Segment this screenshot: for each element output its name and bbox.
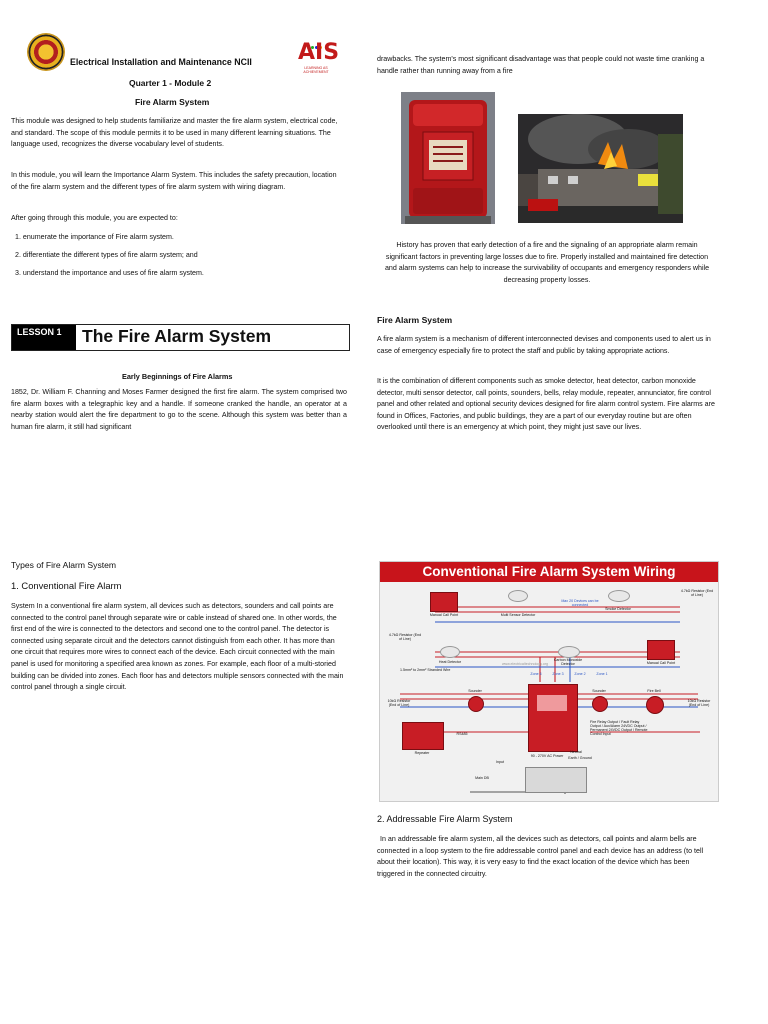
eol-left2-label: 10kΩ Resistor (End of Line) bbox=[387, 699, 411, 707]
drawbacks-continuation: drawbacks. The system's most significant disadvantage was that people could not waste time cranking a handle rather than running away from a fire bbox=[377, 55, 705, 75]
diagram-title: Conventional Fire Alarm System Wiring bbox=[380, 562, 718, 582]
fire-bell-label: Fire Bell bbox=[647, 689, 661, 693]
manual-call-point-left-label: Manual Call Point bbox=[429, 613, 459, 617]
co-detector-label: Carbon Monoxide Detector bbox=[553, 658, 583, 666]
neutral-label: Neutral bbox=[570, 750, 582, 754]
lesson-banner bbox=[11, 324, 350, 351]
multi-sensor-label: Multi Sensor Detector bbox=[500, 613, 536, 617]
max-devices-label: Max 20 Devices can be connected bbox=[561, 599, 599, 607]
ais-logo bbox=[296, 38, 340, 74]
fas-paragraph-1: A fire alarm system is a mechanism of different interconnected devises and components used to alert us in case of emergency especially fire to protect the staff and public by taking appropriate actions. bbox=[377, 335, 711, 355]
fire-control-panel bbox=[528, 684, 578, 752]
eol-left-label: 4.7kΩ Resistor (End of Line) bbox=[388, 633, 422, 641]
ais-logo-subtext: LEARNING AS ACHIEVEMENT bbox=[303, 66, 329, 74]
intro-paragraph-2: In this module, you will learn the Importance Alarm System. This includes the safety precaution, location of the fire alarm system and the different types of fire alarm system with wiring diagram. bbox=[11, 171, 337, 191]
fire-bell-icon bbox=[646, 696, 664, 714]
earth-label: Earth / Ground bbox=[568, 756, 592, 760]
conventional-paragraph: System In a conventional fire alarm system, all devices such as detectors, sounders and call points are connected to the control panel through separate wire or cable instead of shared one. In other words, the first end of the wire is connected to the detectors and second one to the control panel. The detector is connected using separate circuit and the detectors cannot distinguish from each other. It has more than one circuit that requires more wires to connect each of the device. Each circuit connected with the main panel is used for monitoring a specified area known as zones. For example, each floor of a multi-storied building can be divided into zones. Each floor has and detectors multiple sensors connected with the main control panel through a single circuit. bbox=[11, 602, 344, 692]
module-title: Fire Alarm System bbox=[135, 97, 210, 107]
objective-item-3: 3. understand the importance and uses of fire alarm system. bbox=[15, 269, 204, 277]
conventional-heading: 1. Conventional Fire Alarm bbox=[11, 580, 122, 591]
control-panel-display bbox=[537, 695, 567, 711]
sounder-left-label: Sounder bbox=[468, 689, 482, 693]
quarter-module: Quarter 1 - Module 2 bbox=[129, 78, 212, 88]
school-seal-logo bbox=[27, 33, 65, 71]
burning-building-photo bbox=[518, 114, 683, 223]
main-db-label: Main DB bbox=[475, 776, 489, 780]
objective-item-2: 2. differentiate the different types of fire alarm system; and bbox=[15, 251, 198, 259]
input-label: Input bbox=[496, 760, 504, 764]
intro-paragraph-1: This module was designed to help students familiarize and master the fire alarm system, electrical code, and standard. The scope of this module permits it to be used in many different learning situations. The language used, recognizes the diverse vocabulary level of students. bbox=[11, 117, 338, 149]
website-label: www.electricaltechnology.org bbox=[501, 662, 549, 666]
eol-top-label: 4.7kΩ Resistor (End of Line) bbox=[680, 589, 714, 597]
rs485-label: RS485 bbox=[456, 732, 468, 736]
fire-alarm-box-photo bbox=[401, 92, 495, 224]
lesson-title: The Fire Alarm System bbox=[82, 326, 272, 346]
ais-logo-letters: AIS bbox=[298, 40, 340, 65]
smoke-detector-icon bbox=[608, 590, 630, 602]
wiring-diagram bbox=[379, 561, 719, 802]
power-label: 90 - 270V AC Power bbox=[530, 754, 564, 758]
zone4-label: Zone 4 bbox=[530, 672, 542, 676]
zone3-label: Zone 3 bbox=[552, 672, 564, 676]
addressable-paragraph: In an addressable fire alarm system, all the devices such as detectors, call points and alarm bells are connected in a loop system to the fire addressable control panel and each device has an address (to tell about their location). This way, it is very easy to find the exact location of the device which has been triggered in the connected circuitry. bbox=[377, 835, 704, 878]
sounder-left-icon bbox=[468, 696, 484, 712]
repeater-panel bbox=[402, 722, 444, 750]
fas-paragraph-2: It is the combination of different components such as smoke detector, heat detector, carbon monoxide detector, multi sensor detector, call points, sounders, bells, relay module, repeater, annunciator, fire control panel and other related and optional security devices designed for fire alarm control system. Fire alarms are found in Offices, Factories, and public buildings, they are a part of our everyday routine but are often overlooked until there is an emergency at which point, they might just save our lives. bbox=[377, 377, 715, 432]
manual-call-point-right-label: Manual Call Point bbox=[646, 661, 676, 665]
repeater-label: Repeater bbox=[414, 751, 430, 755]
outputs-label: Fire Relay Output / Fault Relay Output / Aux/Alarm 24VDC Output / Permanent 24VDC Output / Remote Control Input bbox=[590, 720, 648, 736]
co-detector-icon bbox=[558, 646, 580, 658]
sounder-right-icon bbox=[592, 696, 608, 712]
course-title: Electrical Installation and Maintenance NCII bbox=[70, 57, 252, 67]
manual-call-point-right bbox=[647, 640, 675, 660]
heat-detector-label: Heat Detector bbox=[438, 660, 462, 664]
heat-detector-icon bbox=[440, 646, 460, 658]
eol-right2-label: 10kΩ Resistor (End of Line) bbox=[687, 699, 711, 707]
objectives-lead: After going through this module, you are expected to: bbox=[11, 214, 178, 222]
smoke-detector-label: Smoke Detector bbox=[605, 607, 631, 611]
history-caption: History has proven that early detection of a fire and the signaling of an appropriate alarm remain significant factors in preventing large losses due to fire. Properly installed and maintained fire detection and alarm systems can help to increase the survivability of occupants and emergency responders while decreasing property losses. bbox=[384, 241, 710, 284]
sounder-right-label: Sounder bbox=[592, 689, 606, 693]
objective-item-1: 1. enumerate the importance of Fire alarm system. bbox=[15, 233, 174, 241]
multi-sensor-detector-icon bbox=[508, 590, 528, 602]
early-beginnings-paragraph: 1852, Dr. William F. Channing and Moses Farmer designed the first fire alarm. The system comprised two fire alarm boxes with a telegraphic key and a handle. If someone cranked the handle, an operator at a nearby station would alert the fire department to go to the scene. Although this system was better than a human fire alarm, it still had significant bbox=[11, 388, 347, 431]
early-beginnings-heading: Early Beginnings of Fire Alarms bbox=[122, 372, 233, 381]
zone2-label: Zone 2 bbox=[574, 672, 586, 676]
lesson-tag: LESSON 1 bbox=[12, 325, 76, 350]
addressable-heading: 2. Addressable Fire Alarm System bbox=[377, 814, 513, 824]
fire-alarm-system-heading: Fire Alarm System bbox=[377, 315, 453, 325]
manual-call-point-left bbox=[430, 592, 458, 612]
main-db-box bbox=[525, 767, 587, 793]
types-heading: Types of Fire Alarm System bbox=[11, 560, 117, 570]
stranded-wire-label: 1.5mm² to 2mm² Stranded Wire bbox=[400, 668, 451, 672]
zone1-label: Zone 1 bbox=[596, 672, 608, 676]
